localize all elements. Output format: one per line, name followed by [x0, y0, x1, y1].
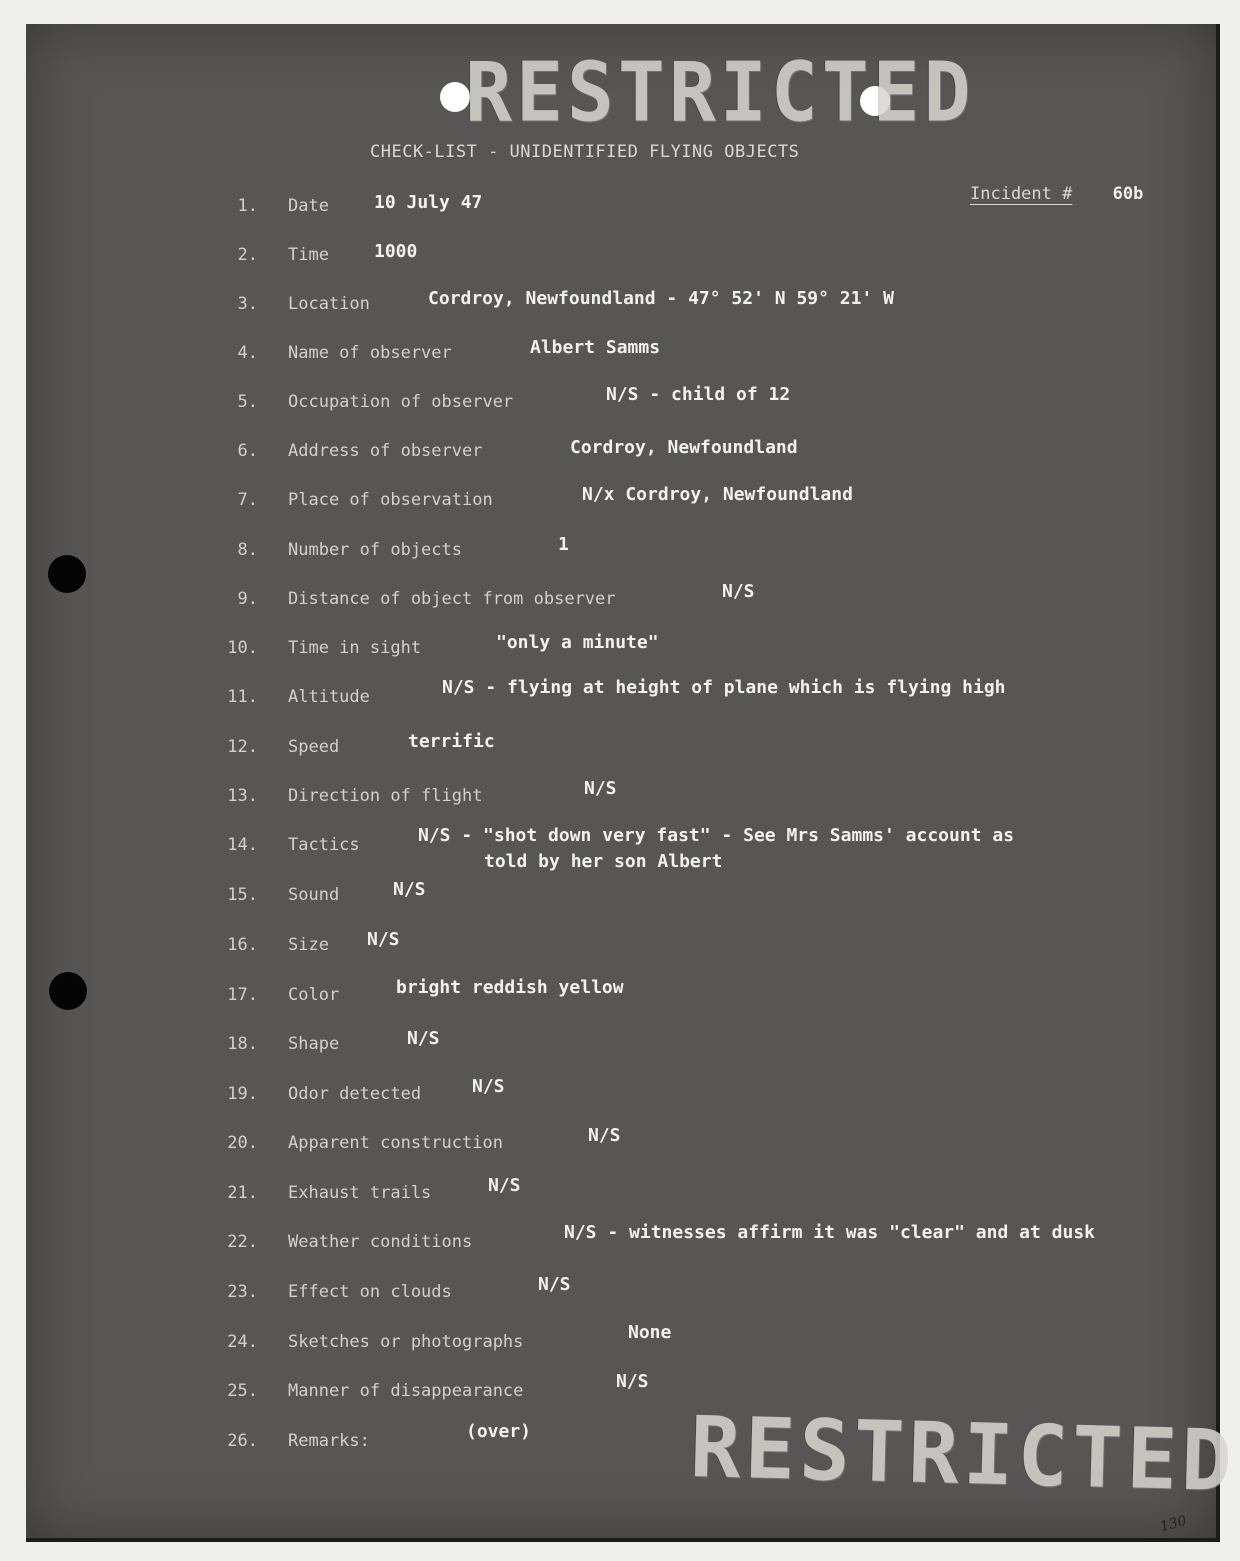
item-answer: N/S — [488, 1175, 521, 1196]
item-answer: N/S — [722, 581, 755, 602]
item-number: 13. — [227, 786, 258, 806]
item-answer: N/S — [588, 1125, 621, 1146]
item-number: 24. — [227, 1332, 258, 1352]
item-label: Altitude — [288, 687, 370, 707]
item-answer: N/S - witnesses affirm it was "clear" and at dusk — [564, 1222, 1096, 1243]
restricted-stamp-top: RESTRICTED — [465, 45, 975, 141]
restricted-stamp-bottom: RESTRICTED — [688, 1397, 1237, 1511]
incident-label: Incident # — [970, 184, 1073, 204]
item-label: Time — [288, 245, 329, 265]
item-label: Shape — [288, 1034, 340, 1054]
item-label: Location — [288, 294, 370, 314]
item-answer: N/S - "shot down very fast" - See Mrs Samms' account as — [418, 825, 1015, 846]
item-answer: N/S - flying at height of plane which is flying high — [442, 677, 1006, 698]
item-number: 20. — [227, 1133, 258, 1153]
item-label: Number of objects — [288, 540, 462, 560]
item-number: 16. — [227, 935, 258, 955]
item-answer: 1 — [558, 534, 569, 555]
item-number: 15. — [227, 885, 258, 905]
item-number: 8. — [237, 540, 258, 560]
item-answer: None — [628, 1322, 672, 1343]
item-label: Exhaust trails — [288, 1183, 432, 1203]
item-number: 5. — [237, 392, 258, 412]
form-title: CHECK-LIST - UNIDENTIFIED FLYING OBJECTS — [370, 142, 800, 162]
item-answer: N/S — [472, 1076, 505, 1097]
page-number-mark: 130 — [1158, 1512, 1189, 1536]
item-label: Occupation of observer — [288, 392, 514, 412]
item-number: 9. — [237, 589, 258, 609]
item-label: Effect on clouds — [288, 1282, 452, 1302]
item-number: 21. — [227, 1183, 258, 1203]
item-number: 4. — [237, 343, 258, 363]
item-answer: 1000 — [374, 241, 418, 262]
item-number: 10. — [227, 638, 258, 658]
item-number: 18. — [227, 1034, 258, 1054]
document-page — [26, 24, 1220, 1542]
item-answer: N/S — [393, 879, 426, 900]
item-number: 7. — [237, 490, 258, 510]
item-label: Sketches or photographs — [288, 1332, 524, 1352]
item-answer: N/x Cordroy, Newfoundland — [582, 484, 853, 505]
item-label: Distance of object from observer — [288, 589, 616, 609]
item-label: Apparent construction — [288, 1133, 503, 1153]
item-answer: Albert Samms — [530, 337, 661, 358]
item-number: 1. — [237, 196, 258, 216]
item-answer: N/S — [538, 1274, 571, 1295]
item-answer: N/S — [407, 1028, 440, 1049]
item-answer: N/S - child of 12 — [606, 384, 791, 405]
item-answer: terrific — [408, 731, 495, 752]
incident-number — [970, 184, 1143, 204]
item-label: Sound — [288, 885, 340, 905]
item-answer: N/S — [616, 1371, 649, 1392]
item-number: 14. — [227, 835, 258, 855]
item-answer: Cordroy, Newfoundland - 47° 52' N 59° 21' W — [428, 288, 894, 309]
item-answer: "only a minute" — [496, 632, 659, 653]
item-label: Direction of flight — [288, 786, 483, 806]
item-label: Odor detected — [288, 1084, 422, 1104]
item-label: Place of observation — [288, 490, 493, 510]
item-answer: N/S — [584, 778, 617, 799]
item-number: 23. — [227, 1282, 258, 1302]
item-label: Name of observer — [288, 343, 452, 363]
item-number: 19. — [227, 1084, 258, 1104]
item-label: Remarks: — [288, 1431, 370, 1451]
item-answer: N/S — [367, 929, 400, 950]
binder-hole — [48, 555, 86, 593]
item-label: Manner of disappearance — [288, 1381, 524, 1401]
item-number: 3. — [237, 294, 258, 314]
item-number: 2. — [237, 245, 258, 265]
item-number: 17. — [227, 985, 258, 1005]
item-label: Weather conditions — [288, 1232, 473, 1252]
item-label: Date — [288, 196, 329, 216]
incident-value: 60b — [1112, 184, 1144, 204]
item-answer: Cordroy, Newfoundland — [570, 437, 798, 458]
item-number: 26. — [227, 1431, 258, 1451]
item-answer: (over) — [466, 1421, 532, 1442]
item-label: Address of observer — [288, 441, 483, 461]
item-number: 12. — [227, 737, 258, 757]
item-number: 22. — [227, 1232, 258, 1252]
item-label: Speed — [288, 737, 340, 757]
item-label: Color — [288, 985, 340, 1005]
item-number: 6. — [237, 441, 258, 461]
item-answer: 10 July 47 — [374, 192, 483, 213]
binder-hole — [49, 972, 87, 1010]
item-number: 25. — [227, 1381, 258, 1401]
item-label: Time in sight — [288, 638, 422, 658]
item-number: 11. — [227, 687, 258, 707]
item-answer: bright reddish yellow — [396, 977, 624, 998]
item-label: Size — [288, 935, 329, 955]
item-label: Tactics — [288, 835, 360, 855]
item-answer-continued: told by her son Albert — [484, 851, 723, 872]
